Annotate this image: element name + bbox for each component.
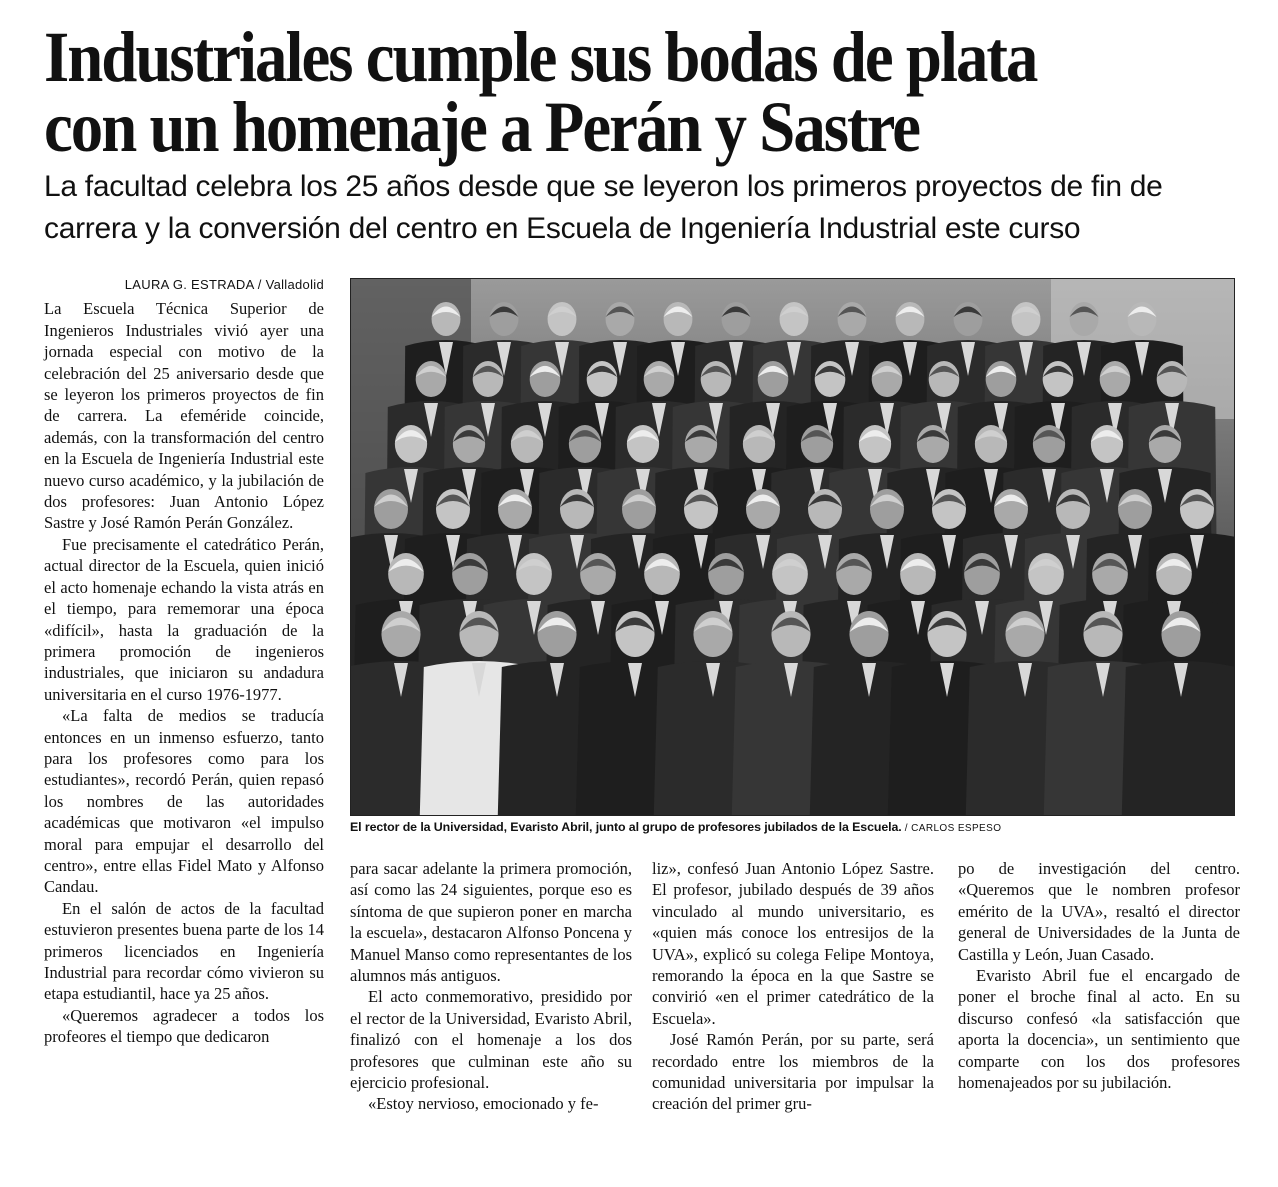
paragraph: Evaristo Abril fue el encargado de poner el broche final al acto. En su discurso confesó «la satisfacción que aporta la docencia», un sentimiento que comparte con los dos profesores homenajeados por su jubilación. bbox=[958, 966, 1240, 1093]
group-photo bbox=[350, 278, 1235, 816]
article-column-3 bbox=[652, 858, 934, 1115]
headline: Industriales cumple sus bodas de plata con un homenaje a Perán y Sastre bbox=[44, 17, 1037, 167]
article-column-1 bbox=[44, 274, 324, 1048]
paragraph: «La falta de medios se traducía entonces en un inmenso esfuerzo, tanto para los profesores como para los estudiantes», recordó Perán, quien repasó los nombres de las autoridades académicas que motivaron «el impulso moral para empujar el desarrollo del centro», entre ellas Fidel Mato y Alfonso Candau. bbox=[44, 706, 324, 897]
paragraph: El acto conmemorativo, presidido por el rector de la Universidad, Evaristo Abril, finalizó con el homenaje a los dos profesores que culminan este año su ejercicio profesional. bbox=[350, 987, 632, 1093]
photo-credit: / CARLOS ESPESO bbox=[901, 823, 1002, 834]
paragraph: La Escuela Técnica Superior de Ingenieros Industriales vivió ayer una jornada especial con motivo de la celebración del 25 aniversario desde que se leyeron los primeros proyectos de fin de carrera. La efeméride coincide, además, con la transformación del centro en la Escuela de Ingeniería Industrial este nuevo curso académico, y la jubilación de dos profesores: Juan Antonio López Sastre y José Ramón Perán González. bbox=[44, 299, 324, 533]
paragraph: liz», confesó Juan Antonio López Sastre. El profesor, jubilado después de 39 años vinculado al mundo universitario, es «quien más conoce los entresijos de la UVA», explicó su colega Felipe Montoya, remorando la época en la que Sastre se convirió «en el primer catedrático de la Escuela». bbox=[652, 859, 934, 1028]
paragraph: para sacar adelante la primera promoción, así como las 24 siguientes, porque eso es síntoma de que supieron poner en marcha la escuela», destacaron Alfonso Poncena y Manuel Manso como representantes de los alumnos más antiguos. bbox=[350, 859, 632, 986]
caption-text: El rector de la Universidad, Evaristo Abril, junto al grupo de profesores jubilados de la Escuela. bbox=[350, 820, 902, 834]
paragraph: José Ramón Perán, por su parte, será recordado entre los miembros de la comunidad universitaria por impulsar la creación del primer gru- bbox=[652, 1030, 934, 1114]
paragraph: «Queremos agradecer a todos los profeores el tiempo que dedicaron bbox=[44, 1005, 324, 1047]
paragraph: En el salón de actos de la facultad estuvieron presentes buena parte de los 14 primeros licenciados en Ingeniería Industrial para recordar cómo vivieron su etapa estudiantil, hace ya 25 años. bbox=[44, 898, 324, 1004]
group-photo-illustration bbox=[351, 279, 1234, 815]
paragraph: «Estoy nervioso, emocionado y fe- bbox=[368, 1094, 599, 1114]
article-column-2 bbox=[350, 858, 632, 1115]
subheadline: La facultad celebra los 25 años desde que se leyeron los primeros proyectos de fin de carrera y la conversión del centro en Escuela de Ingeniería Industrial este curso bbox=[44, 170, 1163, 245]
photo-caption bbox=[350, 820, 1240, 834]
paragraph: Fue precisamente el catedrático Perán, actual director de la Escuela, quien inició el acto homenaje echando la vista atrás en el tiempo, para rememorar una época «difícil», hasta la graduación de la primera promoción de ingenieros industriales, que iniciaron su andadura universitaria en el curso 1976-1977. bbox=[44, 534, 324, 704]
person-body bbox=[1122, 661, 1234, 815]
byline: LAURA G. ESTRADA / Valladolid bbox=[124, 277, 324, 292]
paragraph: po de investigación del centro. «Queremos que le nombren profesor emérito de la UVA», resaltó el director general de Universidades de la Junta de Castilla y León, Juan Casado. bbox=[958, 859, 1240, 964]
article-column-4 bbox=[958, 858, 1240, 1093]
